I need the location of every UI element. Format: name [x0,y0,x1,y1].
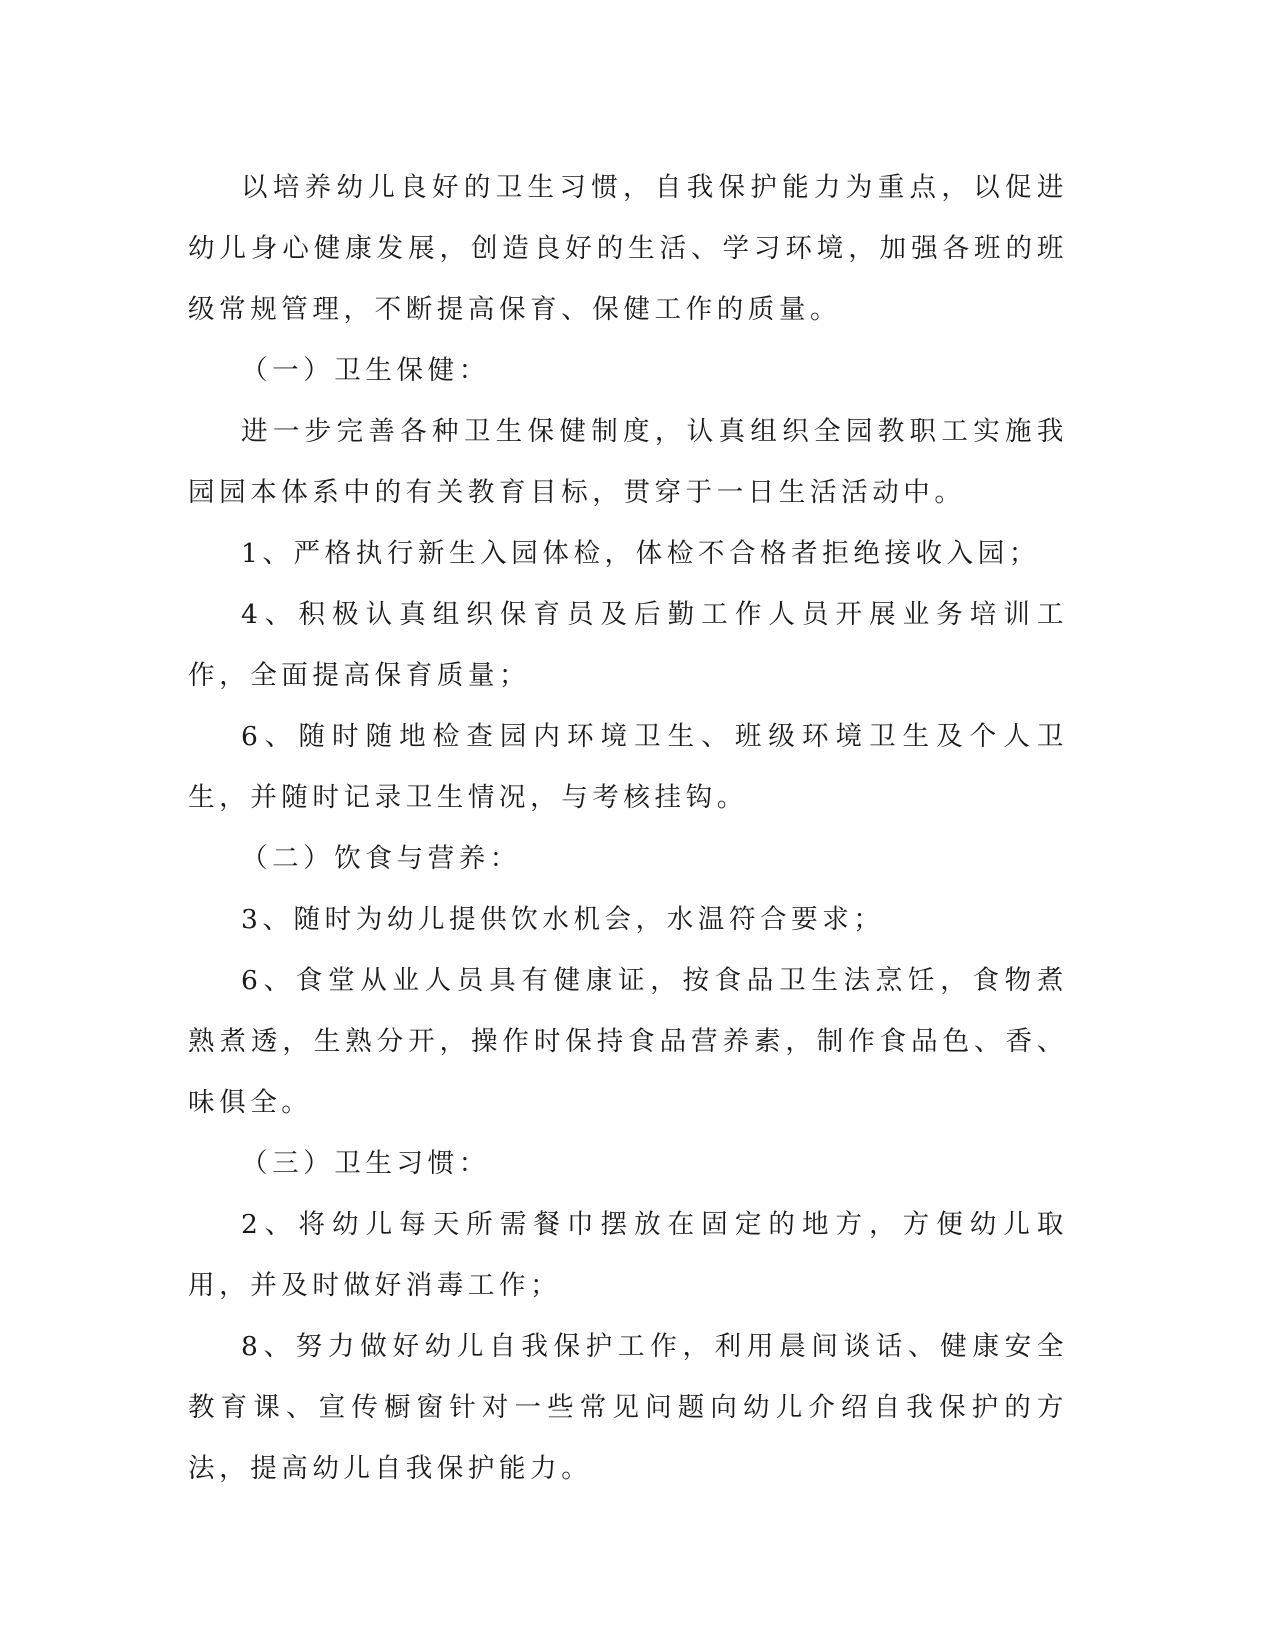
diet-nutrition-item-6: 6、食堂从业人员具有健康证，按食品卫生法烹饪，食物煮熟煮透，生熟分开，操作时保持食品营养素，制作食品色、香、味俱全。 [188,965,1068,1118]
document-page [188,157,1068,1499]
intro-paragraph: 以培养幼儿良好的卫生习惯，自我保护能力为重点，以促进幼儿身心健康发展，创造良好的生活、学习环境，加强各班的班级常规管理，不断提高保育、保健工作的质量。 [188,172,1068,325]
diet-nutrition-item-3: 3、随时为幼儿提供饮水机会，水温符合要求； [241,904,885,935]
hygiene-habits-item-2: 2、将幼儿每天所需餐巾摆放在固定的地方，方便幼儿取用，并及时做好消毒工作； [188,1209,1068,1301]
section-heading-hygiene-care: （一）卫生保健： [241,355,490,386]
hygiene-care-item-6: 6、随时随地检查园内环境卫生、班级环境卫生及个人卫生，并随时记录卫生情况，与考核挂钩。 [188,721,1068,813]
hygiene-habits-item-8: 8、努力做好幼儿自我保护工作，利用晨间谈话、健康安全教育课、宣传橱窗针对一些常见问题向幼儿介绍自我保护的方法，提高幼儿自我保护能力。 [188,1331,1068,1484]
section-heading-diet-nutrition: （二）饮食与营养： [241,843,521,874]
hygiene-care-paragraph: 进一步完善各种卫生保健制度，认真组织全园教职工实施我园园本体系中的有关教育目标，贯穿于一日生活活动中。 [188,416,1068,508]
hygiene-care-item-4: 4、积极认真组织保育员及后勤工作人员开展业务培训工作，全面提高保育质量； [188,599,1068,691]
hygiene-care-item-1: 1、严格执行新生入园体检，体检不合格者拒绝接收入园； [241,538,1040,569]
section-heading-hygiene-habits: （三）卫生习惯： [241,1148,490,1179]
